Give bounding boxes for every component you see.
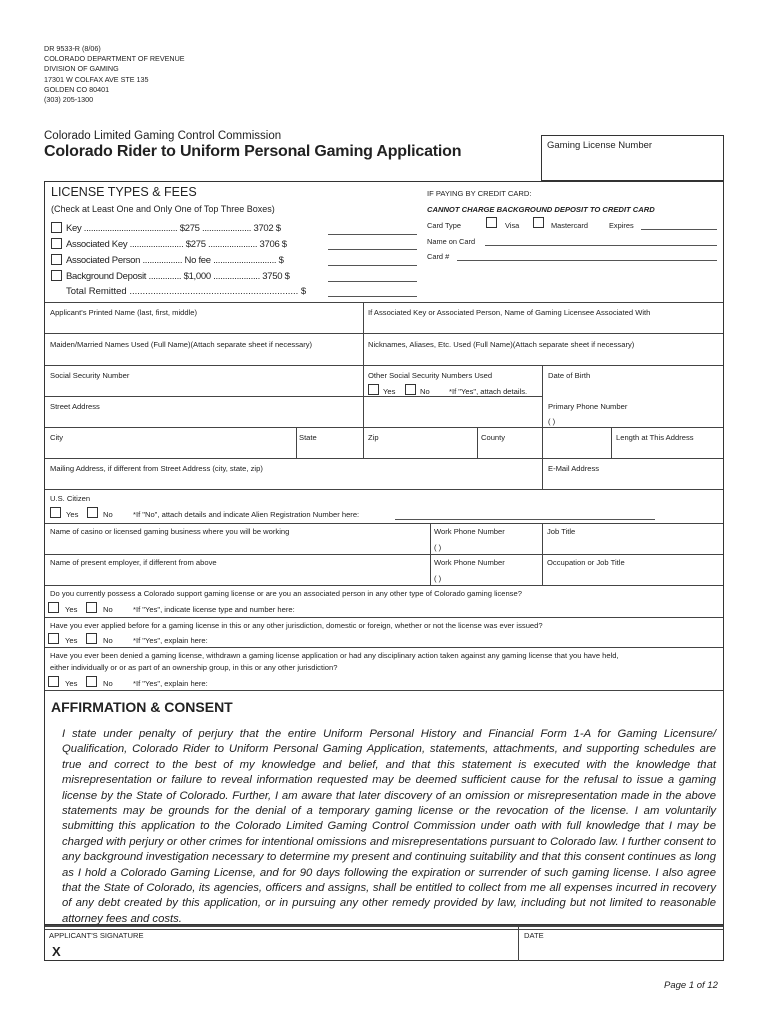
fees-title: LICENSE TYPES & FEES: [51, 185, 197, 199]
affirmation-text: I state under penalty of perjury that the entire Uniform Personal History and Financial Form 1-A for Gaming Licensure/ Qualification, Colorado Rider to Uniform Personal Gaming Application, statements, attachments, and supporting schedules are true and correct to the best of my knowledge and belief, and that this statement is executed with the knowledge that misrepresentation or failure to reveal information requested may be deemed sufficient cause for the refusal to issue a gaming license by the State of Colorado. Further, I am aware that later discovery of an omission or misrepresentation made in the above statements may be grounds for the denial of a temporary gaming license or the revocation of the license. I am voluntarily submitting this application to the Colorado Limited Gaming Control Commission under oath with full knowledge that I may be charged with perjury or other crimes for intentional omissions and misrepresentations pursuant to Colorado law. I further consent to any background investigation necessary to determine my present and continuing suitability and that this consent continues as long as I hold a Colorado Gaming License, and for 90 days following the expiration or surrender of such gaming license. I also agree that the State of Colorado, its agencies, officers and assigns, shall be entitled to collect from me all expenses incurred in recovery of any debt created by this application, or in pursuing any other remedy provided by law, including but not limited to reasonable attorney fees and costs.: [62, 728, 716, 925]
applied-before-question: Have you ever applied before for a gaming license in this or any other jurisdiction, domestic or foreign, whether or not the license was ever issued?: [50, 621, 543, 630]
applied-no-checkbox[interactable]: [86, 633, 97, 644]
work-phone-label: Work Phone Number: [434, 558, 505, 567]
fee-text: Associated Key ....................... $275 ..................... 3706 $: [66, 239, 287, 250]
credit-card-heading: IF PAYING BY CREDIT CARD:: [427, 189, 532, 198]
expires-label: Expires: [609, 221, 634, 230]
key-amount-input[interactable]: [328, 234, 417, 235]
job-title-label: Job Title: [547, 527, 576, 536]
alien-registration-note: *If "No", attach details and indicate Alien Registration Number here:: [133, 510, 360, 519]
yes-label: Yes: [383, 387, 396, 396]
total-remitted: Total Remitted ................................................................ $: [66, 286, 307, 297]
support-license-question: Do you currently possess a Colorado support gaming license or are you an associated person in any other type of Colorado gaming license?: [50, 589, 522, 598]
associated-key-checkbox[interactable]: [51, 238, 62, 249]
fees-instruction: (Check at Least One and Only One of Top Three Boxes): [51, 204, 275, 214]
associated-person-amount-input[interactable]: [328, 265, 417, 266]
mailing-address-label: Mailing Address, if different from Street Address (city, state, zip): [50, 464, 263, 473]
denied-no-checkbox[interactable]: [86, 676, 97, 687]
primary-phone-parens: ( ): [548, 417, 556, 426]
department-name: COLORADO DEPARTMENT OF REVENUE: [44, 54, 185, 64]
licensee-name-label: If Associated Key or Associated Person, Name of Gaming Licensee Associated With: [368, 308, 651, 317]
casino-name-label: Name of casino or licensed gaming business where you will be working: [50, 527, 290, 536]
fee-text: Associated Person ................. No fee ........................... $: [66, 255, 284, 266]
card-number-label: Card #: [427, 252, 450, 261]
card-number-input[interactable]: [457, 260, 717, 261]
other-ssn-no-checkbox[interactable]: [405, 384, 416, 395]
no-label: No: [420, 387, 430, 396]
attach-details-note: *If "Yes", attach details.: [449, 387, 528, 396]
maiden-names-label: Maiden/Married Names Used (Full Name)(Attach separate sheet if necessary): [50, 340, 313, 349]
explain-note: *If "Yes", explain here:: [133, 636, 208, 645]
mastercard-label: Mastercard: [551, 221, 588, 230]
county-label: County: [481, 433, 506, 442]
fee-row-key: [51, 222, 281, 234]
associated-person-checkbox[interactable]: [51, 254, 62, 265]
employer-label: Name of present employer, if different from above: [50, 558, 217, 567]
email-label: E-Mail Address: [548, 464, 600, 473]
dob-label: Date of Birth: [548, 371, 591, 380]
no-label: No: [103, 636, 113, 645]
background-deposit-amount-input[interactable]: [328, 281, 417, 282]
work-phone-parens: ( ): [434, 543, 442, 552]
key-checkbox[interactable]: [51, 222, 62, 233]
visa-checkbox[interactable]: [486, 217, 497, 228]
denied-question-line2: either individually or or as part of an ownership group, in this or any other jurisdiction?: [50, 663, 338, 672]
denied-question-line1: Have you ever been denied a gaming license, withdrawn a gaming license application or had any disciplinary action taken against any gaming license that you have held,: [50, 651, 619, 660]
signature-mark: X: [52, 944, 61, 959]
affirmation-title: AFFIRMATION & CONSENT: [51, 699, 233, 715]
date-label: DATE: [524, 931, 544, 940]
explain-note: *If "Yes", explain here:: [133, 679, 208, 688]
support-no-checkbox[interactable]: [86, 602, 97, 613]
street-address: 17301 W COLFAX AVE STE 135: [44, 74, 149, 84]
state-label: State: [299, 433, 317, 442]
mastercard-checkbox[interactable]: [533, 217, 544, 228]
total-remitted-input[interactable]: [328, 296, 417, 297]
no-label: No: [103, 679, 113, 688]
no-label: No: [103, 605, 113, 614]
commission-name: Colorado Limited Gaming Control Commission: [44, 130, 282, 142]
alien-registration-input[interactable]: [395, 519, 655, 520]
work-phone-parens: ( ): [434, 574, 442, 583]
work-phone-label: Work Phone Number: [434, 527, 505, 536]
yes-label: Yes: [65, 679, 78, 688]
signature-label: APPLICANT'S SIGNATURE: [49, 931, 144, 940]
visa-label: Visa: [505, 221, 520, 230]
name-on-card-input[interactable]: [485, 245, 717, 246]
fee-row-associated-person: [51, 254, 284, 266]
occupation-label: Occupation or Job Title: [547, 558, 625, 567]
yes-label: Yes: [65, 636, 78, 645]
support-yes-checkbox[interactable]: [48, 602, 59, 613]
signature-input[interactable]: [64, 944, 514, 958]
city-line: GOLDEN CO 80401: [44, 84, 110, 94]
street-address-label: Street Address: [50, 402, 100, 411]
nicknames-label: Nicknames, Aliases, Etc. Used (Full Name)(Attach separate sheet if necessary): [368, 340, 635, 349]
yes-label: Yes: [65, 605, 78, 614]
license-number-label: Gaming License Number: [547, 140, 653, 151]
applied-yes-checkbox[interactable]: [48, 633, 59, 644]
license-number-field[interactable]: [541, 135, 724, 181]
page-number: Page 1 of 12: [664, 980, 718, 991]
fee-text: Key ........................................ $275 ..................... 3702 $: [66, 223, 281, 234]
printed-name-label: Applicant's Printed Name (last, first, middle): [50, 308, 198, 317]
denied-yes-checkbox[interactable]: [48, 676, 59, 687]
agency-header: [44, 44, 185, 105]
zip-label: Zip: [368, 433, 379, 442]
citizen-yes-checkbox[interactable]: [50, 507, 61, 518]
name-on-card-label: Name on Card: [427, 237, 476, 246]
other-ssn-label: Other Social Security Numbers Used: [368, 371, 493, 380]
city-label: City: [50, 433, 64, 442]
phone-line: (303) 205-1300: [44, 95, 94, 105]
application-form: [44, 181, 724, 925]
citizen-no-checkbox[interactable]: [87, 507, 98, 518]
yes-label: Yes: [66, 510, 79, 519]
division-name: DIVISION OF GAMING: [44, 64, 119, 74]
expires-input[interactable]: [641, 229, 717, 230]
ssn-label: Social Security Number: [50, 371, 130, 380]
date-input[interactable]: [524, 944, 720, 958]
citizen-label: U.S. Citizen: [50, 494, 91, 503]
license-type-note: *If "Yes", indicate license type and number here:: [133, 605, 295, 614]
other-ssn-yes-checkbox[interactable]: [368, 384, 379, 395]
credit-card-warning: CANNOT CHARGE BACKGROUND DEPOSIT TO CREDIT CARD: [427, 205, 655, 214]
page-title: Colorado Rider to Uniform Personal Gaming Application: [44, 143, 462, 160]
background-deposit-checkbox[interactable]: [51, 270, 62, 281]
fee-row-background-deposit: [51, 270, 290, 282]
fee-row-associated-key: [51, 238, 287, 250]
fee-text: Background Deposit .............. $1,000 .................... 3750 $: [66, 271, 290, 282]
form-number: DR 9533-R (8/06): [44, 44, 101, 53]
no-label: No: [103, 510, 113, 519]
card-type-label: Card Type: [427, 221, 461, 230]
associated-key-amount-input[interactable]: [328, 249, 417, 250]
primary-phone-label: Primary Phone Number: [548, 402, 628, 411]
length-at-address-label: Length at This Address: [616, 433, 694, 442]
